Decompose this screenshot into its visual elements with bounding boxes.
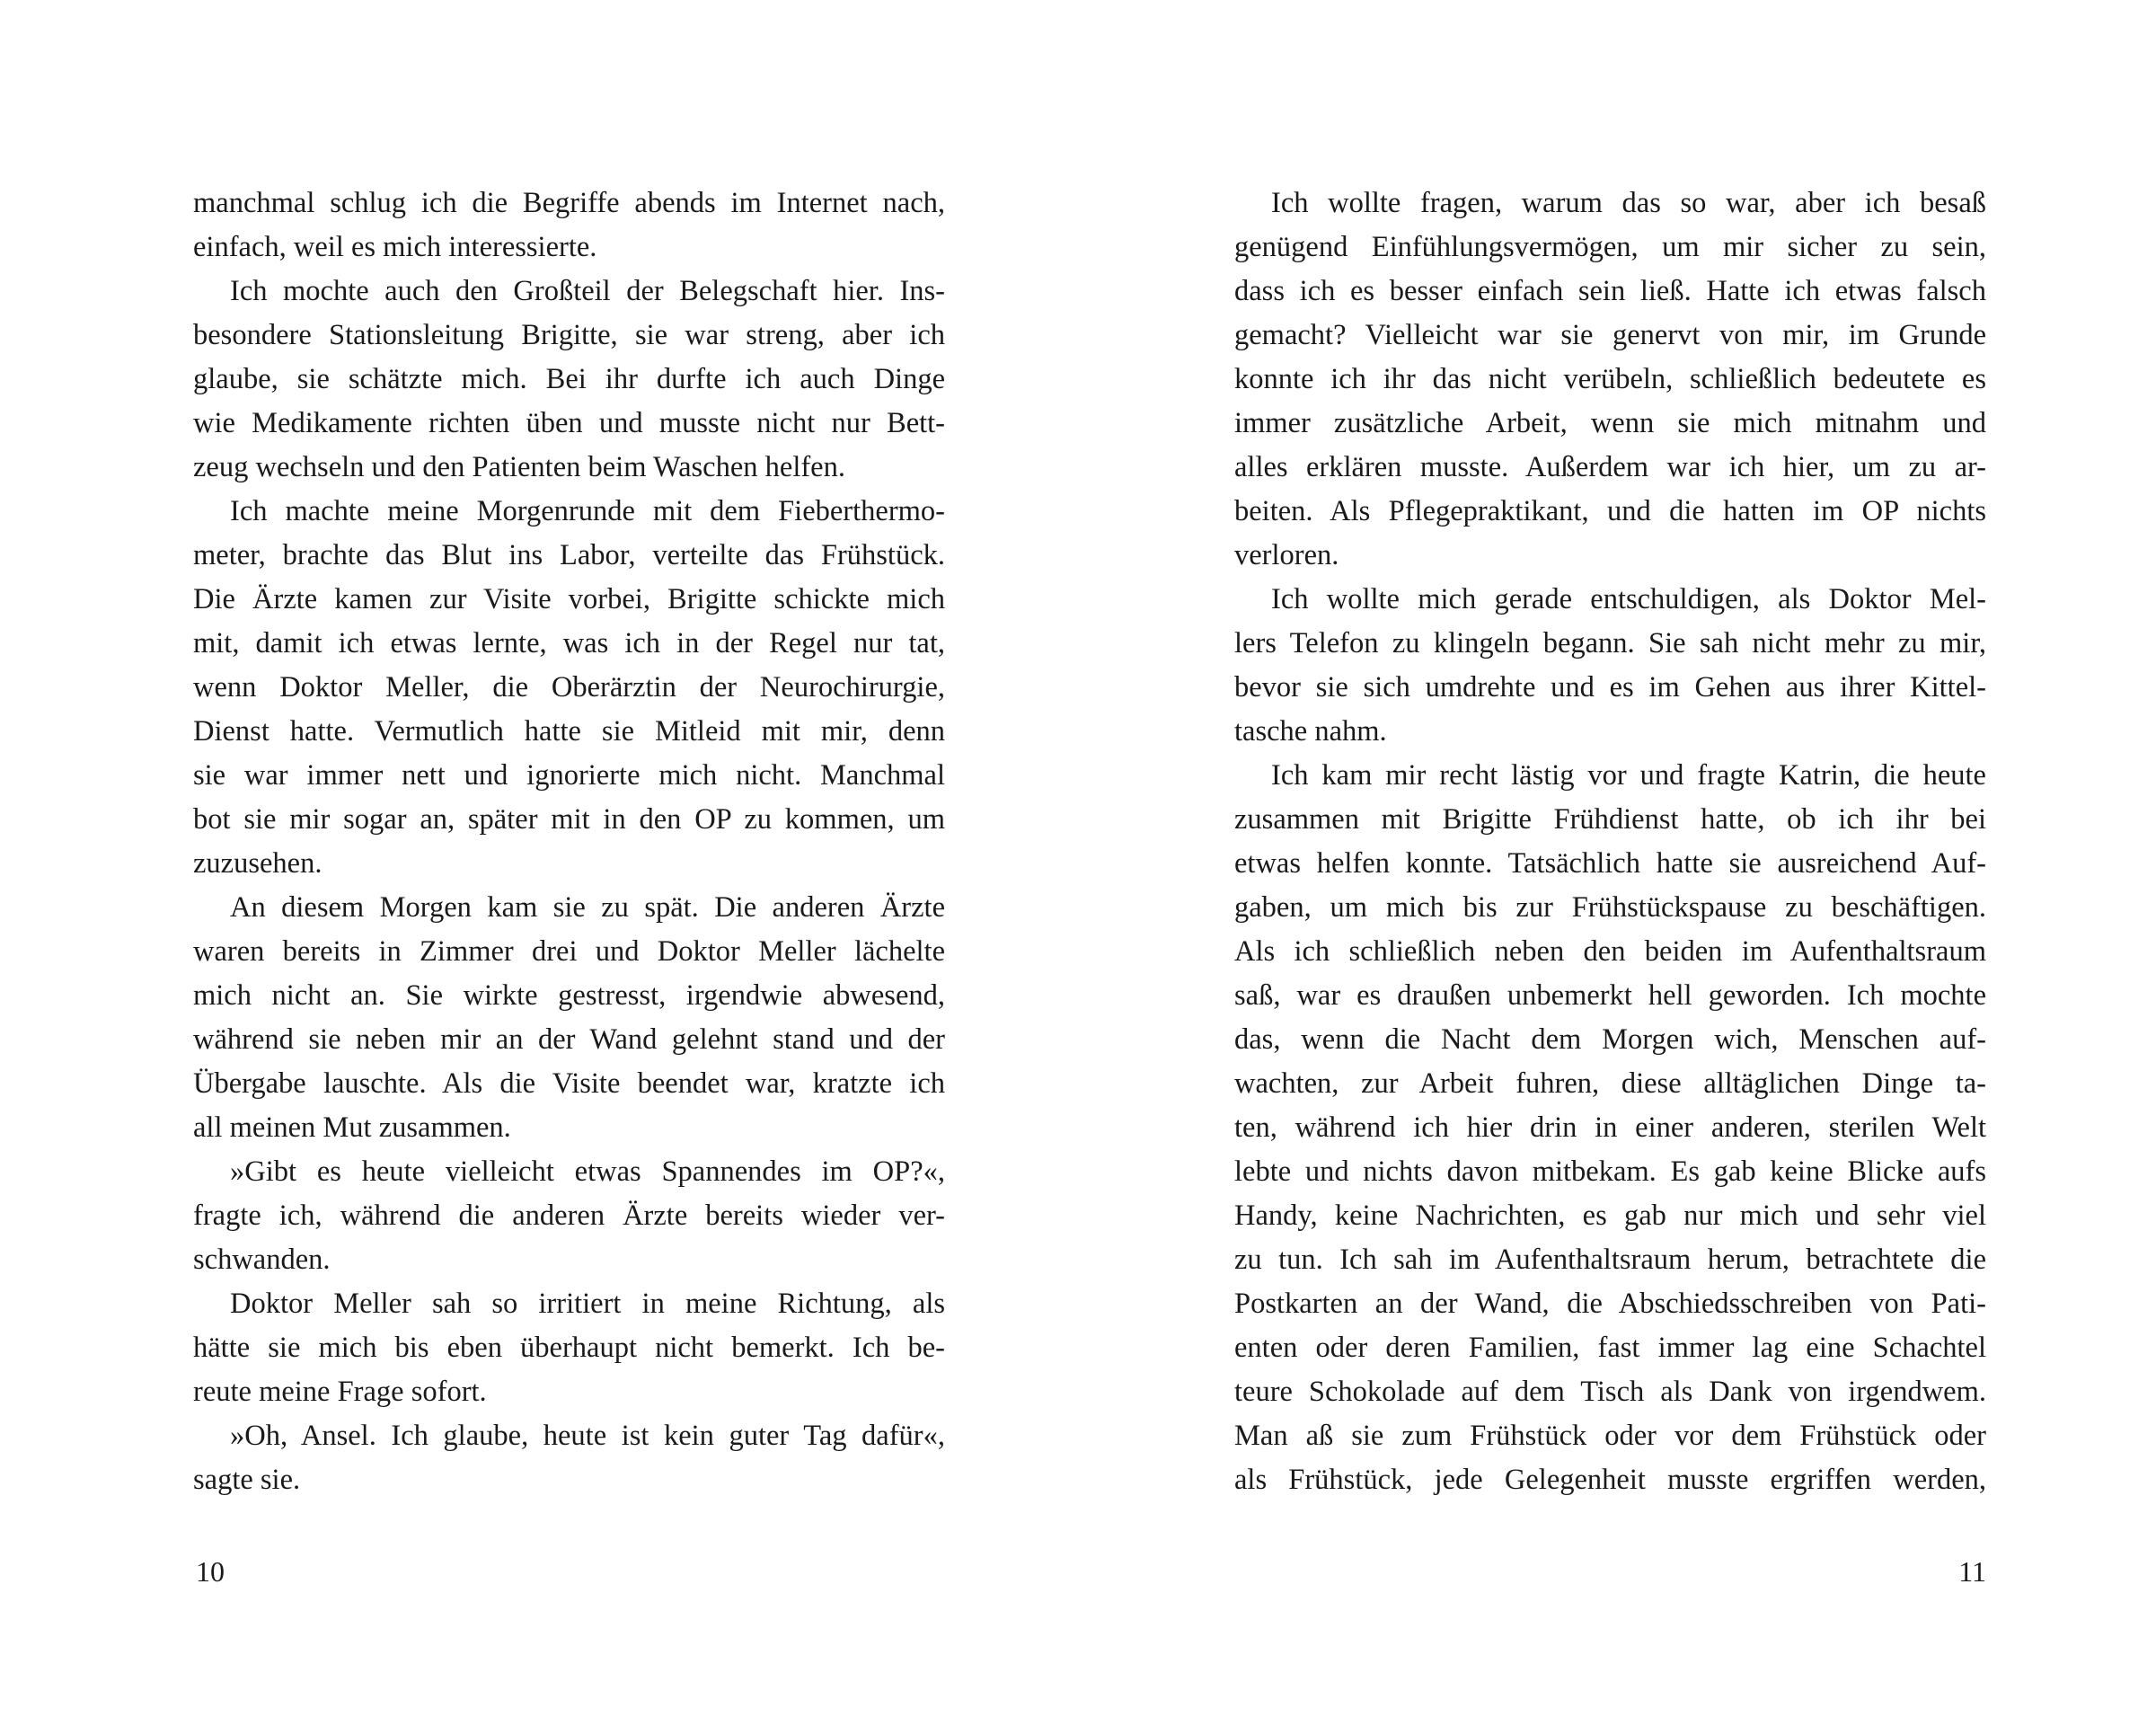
text-line: zu tun. Ich sah im Aufenthaltsraum herum, betrachtete die — [1234, 1243, 1986, 1276]
text-line: als Frühstück, jede Gelegenheit musste ergriffen werden, — [1234, 1464, 1986, 1496]
text-line: tasche nahm. — [1234, 715, 1387, 748]
paragraph — [193, 181, 945, 270]
paragraph — [1234, 578, 1986, 754]
right-page-text — [1234, 181, 1986, 1502]
text-line: zusammen mit Brigitte Frühdienst hatte, ob ich ihr bei — [1234, 803, 1986, 836]
text-line: Ich mochte auch den Großteil der Belegschaft hier. Ins- — [230, 275, 945, 307]
text-line: Ich kam mir recht lästig vor und fragte Katrin, die heute — [1271, 759, 1986, 792]
text-line: »Gibt es heute vielleicht etwas Spannendes im OP?«, — [230, 1155, 945, 1188]
text-line: schwanden. — [193, 1243, 331, 1276]
text-line: immer zusätzliche Arbeit, wenn sie mich mitnahm und — [1234, 407, 1986, 439]
text-line: Ich wollte fragen, warum das so war, aber ich besaß — [1271, 187, 1986, 219]
text-line: hätte sie mich bis eben überhaupt nicht bemerkt. Ich be- — [193, 1332, 945, 1364]
text-line: besondere Stationsleitung Brigitte, sie war streng, aber ich — [193, 319, 945, 351]
text-line: Postkarten an der Wand, die Abschiedsschreiben von Pati- — [1234, 1288, 1986, 1320]
text-line: bot sie mir sogar an, später mit in den OP zu kommen, um — [193, 803, 945, 836]
text-line: Als ich schließlich neben den beiden im Aufenthaltsraum — [1234, 935, 1986, 968]
text-line: teure Schokolade auf dem Tisch als Dank von irgendwem. — [1234, 1376, 1986, 1408]
paragraph — [193, 1150, 945, 1282]
paragraph — [193, 490, 945, 886]
text-line: sie war immer nett und ignorierte mich nicht. Manchmal — [193, 759, 945, 792]
text-line: Dienst hatte. Vermutlich hatte sie Mitleid mit mir, denn — [193, 715, 945, 748]
text-line: manchmal schlug ich die Begriffe abends im Internet nach, — [193, 187, 945, 219]
text-line: enten oder deren Familien, fast immer lag eine Schachtel — [1234, 1332, 1986, 1364]
text-line: mit, damit ich etwas lernte, was ich in der Regel nur tat, — [193, 627, 945, 659]
text-line: wachten, zur Arbeit fuhren, diese alltäglichen Dinge ta- — [1234, 1067, 1986, 1100]
text-line: das, wenn die Nacht dem Morgen wich, Menschen auf- — [1234, 1023, 1986, 1056]
text-line: lers Telefon zu klingeln begann. Sie sah nicht mehr zu mir, — [1234, 627, 1986, 659]
text-line: genügend Einfühlungsvermögen, um mir sicher zu sein, — [1234, 231, 1986, 263]
text-line: Man aß sie zum Frühstück oder vor dem Frühstück oder — [1234, 1420, 1986, 1452]
paragraph — [193, 886, 945, 1150]
text-line: etwas helfen konnte. Tatsächlich hatte sie ausreichend Auf- — [1234, 847, 1986, 880]
text-line: konnte ich ihr das nicht verübeln, schließlich bedeutete es — [1234, 363, 1986, 395]
text-line: verloren. — [1234, 539, 1339, 571]
text-line: saß, war es draußen unbemerkt hell geworden. Ich mochte — [1234, 979, 1986, 1012]
text-line: An diesem Morgen kam sie zu spät. Die anderen Ärzte — [230, 891, 945, 924]
text-line: glaube, sie schätzte mich. Bei ihr durfte ich auch Dinge — [193, 363, 945, 395]
text-line: einfach, weil es mich interessierte. — [193, 231, 597, 263]
text-line: Doktor Meller sah so irritiert in meine Richtung, als — [230, 1288, 945, 1320]
text-line: wenn Doktor Meller, die Oberärztin der Neurochirurgie, — [193, 671, 945, 704]
text-line: Die Ärzte kamen zur Visite vorbei, Brigitte schickte mich — [193, 583, 945, 615]
text-line: waren bereits in Zimmer drei und Doktor Meller lächelte — [193, 935, 945, 968]
text-line: gaben, um mich bis zur Frühstückspause zu beschäftigen. — [1234, 891, 1986, 924]
text-line: sagte sie. — [193, 1464, 301, 1496]
text-line: zuzusehen. — [193, 847, 323, 880]
text-line: Ich wollte mich gerade entschuldigen, als Doktor Mel- — [1271, 583, 1986, 615]
text-line: reute meine Frage sofort. — [193, 1376, 487, 1408]
text-line: Handy, keine Nachrichten, es gab nur mich und sehr viel — [1234, 1199, 1986, 1232]
text-line: lebte und nichts davon mitbekam. Es gab keine Blicke aufs — [1234, 1155, 1986, 1188]
text-line: zeug wechseln und den Patienten beim Waschen helfen. — [193, 451, 845, 483]
text-line: während sie neben mir an der Wand gelehnt stand und der — [193, 1023, 945, 1056]
left-page-text — [193, 181, 945, 1502]
text-line: alles erklären musste. Außerdem war ich hier, um zu ar- — [1234, 451, 1986, 483]
page-number-right: 11 — [1958, 1555, 1986, 1588]
text-line: fragte ich, während die anderen Ärzte bereits wieder ver- — [193, 1199, 945, 1232]
paragraph — [1234, 181, 1986, 578]
text-line: wie Medikamente richten üben und musste nicht nur Bett- — [193, 407, 945, 439]
paragraph — [193, 270, 945, 490]
text-line: gemacht? Vielleicht war sie genervt von mir, im Grunde — [1234, 319, 1986, 351]
page-number-left: 10 — [196, 1555, 225, 1588]
text-line: bevor sie sich umdrehte und es im Gehen aus ihrer Kittel- — [1234, 671, 1986, 704]
text-line: mich nicht an. Sie wirkte gestresst, irgendwie abwesend, — [193, 979, 945, 1012]
text-line: beiten. Als Pflegepraktikant, und die hatten im OP nichts — [1234, 495, 1986, 527]
text-line: »Oh, Ansel. Ich glaube, heute ist kein guter Tag dafür«, — [230, 1420, 945, 1452]
text-line: Übergabe lauschte. Als die Visite beendet war, kratzte ich — [193, 1067, 945, 1100]
paragraph — [193, 1414, 945, 1502]
paragraph — [193, 1282, 945, 1414]
text-line: ten, während ich hier drin in einer anderen, sterilen Welt — [1234, 1111, 1986, 1144]
text-line: Ich machte meine Morgenrunde mit dem Fieberthermo- — [230, 495, 945, 527]
paragraph — [1234, 754, 1986, 1502]
text-line: dass ich es besser einfach sein ließ. Hatte ich etwas falsch — [1234, 275, 1986, 307]
text-line: all meinen Mut zusammen. — [193, 1111, 511, 1144]
text-line: meter, brachte das Blut ins Labor, verteilte das Frühstück. — [193, 539, 945, 571]
